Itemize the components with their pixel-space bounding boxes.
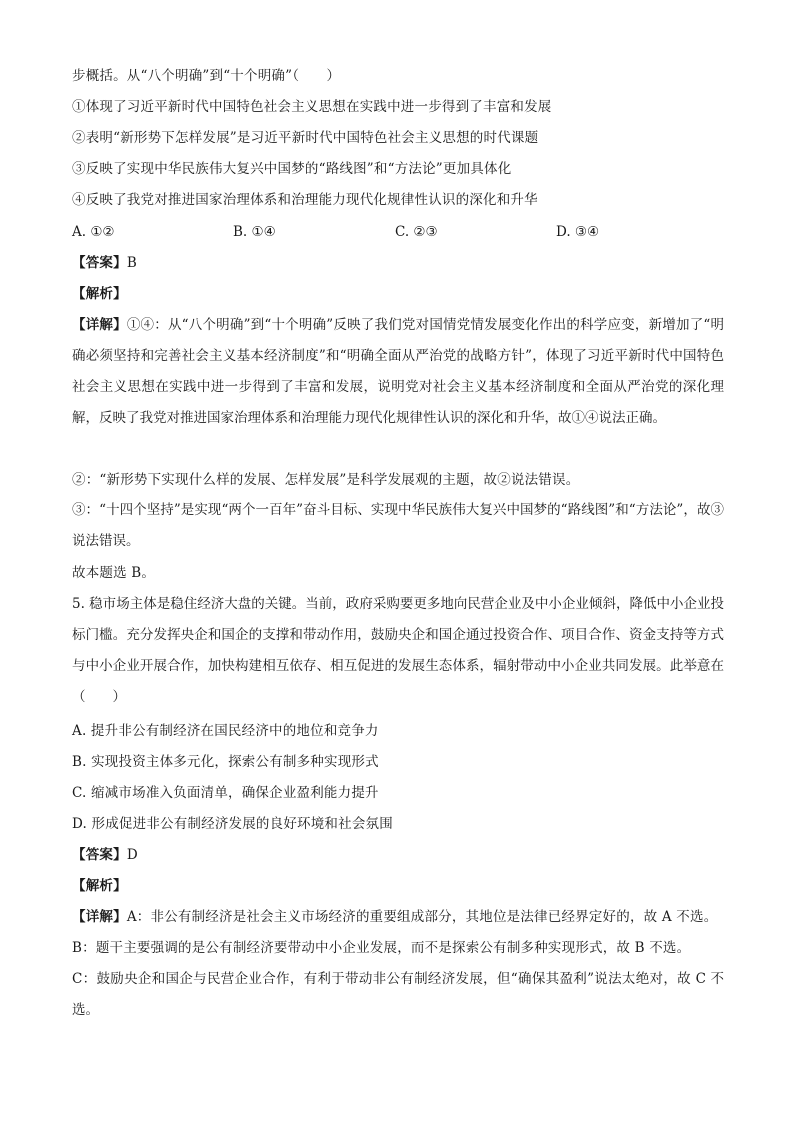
q4-item-3: ③反映了实现中华民族伟大复兴中国梦的“路线图”和“方法论”更加具体化 <box>72 161 512 177</box>
q5-option-b: B. 实现投资主体多元化，探索公有制多种实现形式 <box>72 754 379 770</box>
q4-item-4: ④反映了我党对推进国家治理体系和治理能力现代化规律性认识的深化和升华 <box>72 192 538 208</box>
q5-option-c: C. 缩减市场准入负面清单，确保企业盈利能力提升 <box>72 785 379 801</box>
q4-stem-tail: 步概括。从“八个明确”到“十个明确”（ ） <box>72 68 341 84</box>
q5-analysis-label: 【解析】 <box>72 878 127 894</box>
q4-detail-line-3: ③：“十四个坚持”是实现“两个一百年”奋斗目标、实现中华民族伟大复兴中国梦的“路线图”和“方法论”，故③说法错误。 <box>72 502 724 549</box>
q4-detail-label: 【详解】 <box>72 317 127 333</box>
q4-option-a: A. ①② <box>72 224 115 240</box>
q5-answer-line <box>72 845 138 865</box>
q4-option-b: B. ①④ <box>233 224 276 240</box>
q4-option-d: D. ③④ <box>556 224 600 240</box>
q5-answer-value: D <box>126 847 138 863</box>
q5-option-a: A. 提升非公有制经济在国民经济中的地位和竞争力 <box>72 723 379 739</box>
q4-conclusion: 故本题选 B。 <box>72 565 156 581</box>
q5-answer-label: 【答案】 <box>72 847 127 863</box>
q4-detail-text: ①④：从“八个明确”到“十个明确”反映了我们党对国情党情发展变化作出的科学应变，新增加了“明确必须坚持和完善社会主义基本经济制度”和“明确全面从严治党的战略方针”，体现了习近平新时代中国特色社会主义思想在实践中进一步得到了丰富和发展，说明党对社会主义基本经济制度和全面从严治党的深化理解，反映了我党对推进国家治理体系和治理能力现代化规律性认识的深化和升华，故①④说法正确。 <box>72 317 725 426</box>
q4-detail-line-2: ②：“新形势下实现什么样的发展、怎样发展”是科学发展观的主题，故②说法错误。 <box>72 472 580 488</box>
q5-detail-label: 【详解】 <box>72 909 127 925</box>
q4-item-1: ①体现了习近平新时代中国特色社会主义思想在实践中进一步得到了丰富和发展 <box>72 99 552 115</box>
q5-option-d: D. 形成促进非公有制经济发展的良好环境和社会氛围 <box>72 816 393 832</box>
q5-detail-a: A：非公有制经济是社会主义市场经济的重要组成部分，其地位是法律已经界定好的，故 A 不选。 <box>126 909 718 925</box>
q4-analysis-label: 【解析】 <box>72 286 127 302</box>
q4-option-c: C. ②③ <box>395 224 438 240</box>
q4-answer-label: 【答案】 <box>72 255 127 271</box>
q4-answer-line <box>72 253 137 273</box>
q5-detail-b: B：题干主要强调的是公有制经济要带动中小企业发展，而不是探索公有制多种实现形式，故 B 不选。 <box>72 940 691 956</box>
q5-detail-a-line <box>72 907 717 927</box>
q4-item-2: ②表明“新形势下怎样发展”是习近平新时代中国特色社会主义思想的时代课题 <box>72 130 539 146</box>
q4-detail-paragraph <box>72 310 724 470</box>
q5-stem: 5. 稳市场主体是稳住经济大盘的关键。当前，政府采购要更多地向民营企业及中小企业倾斜，降低中小企业投标门槛。充分发挥央企和国企的支撑和带动作用，鼓励央企和国企通过投资合作、项目合作、资金支持等方式与中小企业开展合作，加快构建相互依存、相互促进的发展生态体系，辐射带动中小企业共同发展。此举意在（ ） <box>72 596 724 705</box>
q4-answer-value: B <box>126 255 137 271</box>
q5-detail-c: C：鼓励央企和国企与民营企业合作，有利于带动非公有制经济发展，但“确保其盈利”说法太绝对，故 C 不选。 <box>72 971 724 1018</box>
